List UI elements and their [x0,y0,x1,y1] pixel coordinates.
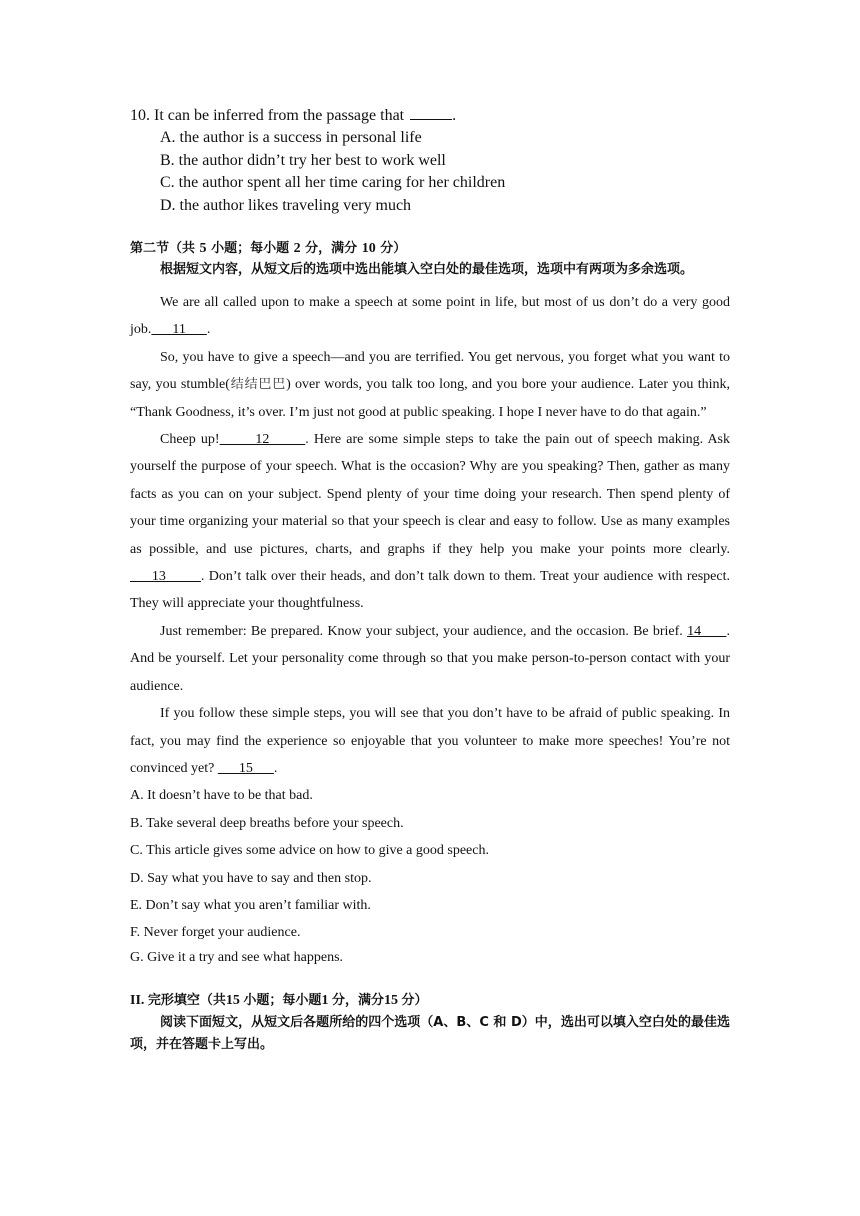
choice-f: F. Never forget your audience. [130,925,301,941]
choice-a: A. It doesn’t have to be that bad. [130,788,313,804]
question-10-option-b: B. the author didn’t try her best to work well [160,151,446,169]
blank-14: 14 [687,623,727,639]
choice-b: B. Take several deep breaths before your speech. [130,815,404,831]
exam-page [130,104,730,1056]
choice-list [130,782,730,967]
passage-paragraph-5: If you follow these simple steps, you will see that you don’t have to be afraid of public speaking. In fact, you may find the experience so enjoyable that you volunteer to make more speeches! You’re not convinced yet? 15 . [130,706,730,776]
choice-d: D. Say what you have to say and then stop. [130,870,372,886]
choice-g: G. Give it a try and see what happens. [130,949,344,965]
section-2-heading: 第二节（共 5 小题；每小题 2 分，满分 10 分） [130,241,407,256]
blank-11: 11 [151,322,207,338]
question-10-stem: 10. It can be inferred from the passage that . [130,107,457,124]
blank-12: 12 [219,432,306,448]
question-10-option-c: C. the author spent all her time caring for her children [160,174,506,191]
blank-15: 15 [217,760,274,776]
passage-paragraph-4: Just remember: Be prepared. Know your subject, your audience, and the occasion. Be brief. 14 . And be yourself. Let your personality come through so that you make person-to-person contact with your audience. [130,623,731,694]
choice-c: C. This article gives some advice on how to give a good speech. [130,843,489,859]
choice-e: E. Don’t say what you aren’t familiar with. [130,897,371,913]
question-10-option-a: A. the author is a success in personal life [160,129,422,146]
passage-paragraph-3: Cheep up! 12 . Here are some simple steps to take the pain out of speech making. Ask yourself the purpose of your speech. What is the occasion? Why are you speaking? Then, gather as many facts as you can on your subject. Spend plenty of your time doing your research. Then spend plenty of your time organizing your material so that your speech is clear and easy to follow. Use as many examples as possible, and use pictures, charts, and graphs if they help you make your points more clearly. 13 . Don’t talk over their heads, and don’t talk down to them. Treat your audience with respect. They will appreciate your thoughtfulness. [130,432,731,612]
section-2-instruction: 根据短文内容，从短文后的选项中选出能填入空白处的最佳选项，选项中有两项为多余选项。 [160,262,694,277]
passage-paragraph-1: We are all called upon to make a speech at some point in life, but most of us don’t do a very good job. 11 . [130,295,730,338]
blank-13: 13 [130,569,201,585]
question-10-option-d: D. the author likes traveling very much [160,196,412,214]
part-2-instruction: 阅读下面短文，从短文后各题所给的四个选项（A、B、C 和 D）中，选出可以填入空白处的最佳选项，并在答题卡上写出。 [130,1014,730,1052]
passage-paragraph-2: So, you have to give a speech—and you are terrified. You get nervous, you forget what you want to say, you stumble(结结巴巴) over words, you talk too long, and you bore your audience. Later you think, “Thank Goodness, it’s over. I’m just not good at public speaking. I hope I never have to do that again.” [130,349,730,420]
part-2-heading: II. 完形填空（共15 小题；每小题1 分，满分15 分） [130,992,428,1008]
answer-blank [410,105,452,120]
